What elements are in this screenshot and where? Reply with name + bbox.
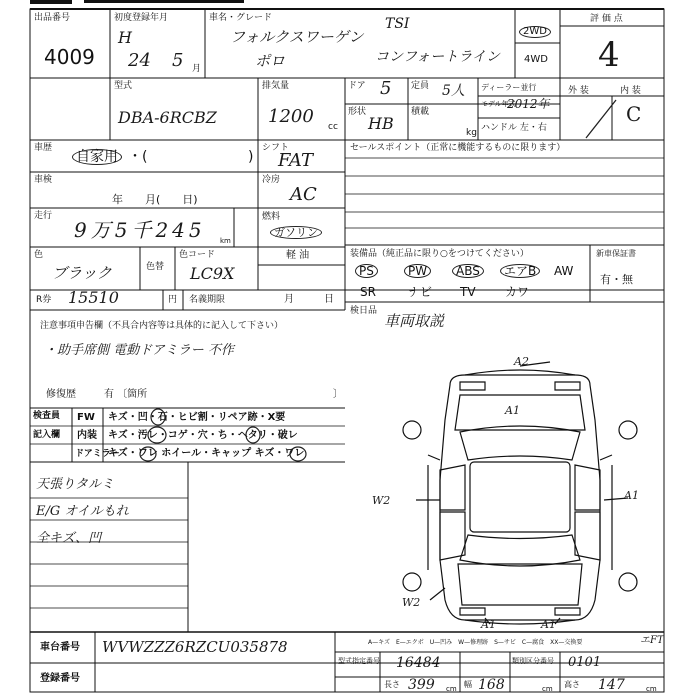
width-label: 幅 bbox=[464, 680, 472, 689]
drive-2wd: 2WD bbox=[519, 26, 551, 38]
name-change-md: 月 日 bbox=[284, 294, 334, 305]
equip-abs: ABS bbox=[452, 264, 484, 278]
warranty-label: 新車保証書 bbox=[596, 249, 636, 258]
car-diagram bbox=[390, 360, 650, 630]
length-unit: cm bbox=[446, 685, 457, 693]
damage-mark-right-side: A1 bbox=[624, 489, 639, 502]
damage-mark-hood: A1 bbox=[505, 404, 520, 417]
repair-label: 修復歴 bbox=[46, 389, 76, 400]
shift-label: シフト bbox=[262, 143, 290, 153]
registration-label: 登録番号 bbox=[40, 673, 80, 684]
equip-leather: カワ bbox=[505, 285, 530, 299]
capacity-label: 定員 bbox=[411, 81, 430, 91]
equip-aw: AW bbox=[554, 264, 574, 278]
fuel: ガソリン bbox=[270, 226, 322, 239]
mileage: 9万5千245 bbox=[74, 218, 206, 242]
inspection-label-1: 検査員 bbox=[33, 411, 61, 421]
length-label: 長さ bbox=[384, 680, 400, 689]
damage-legend: A—キズ E—エクボ U—凹み W—修理跡 S—サビ C—腐食 XX—交換要 bbox=[368, 639, 583, 646]
color-label: 色 bbox=[34, 250, 44, 260]
ac-label: 冷房 bbox=[262, 175, 281, 185]
width: 168 bbox=[478, 677, 505, 693]
width-unit: cm bbox=[542, 685, 553, 693]
equipment-label: 装備品（純正品に限り○をつけてください） bbox=[350, 249, 529, 259]
car-grade: コンフォートライン bbox=[375, 49, 500, 65]
inspection-row-1-text: キズ・凹・石・ヒビ割・リペア跡・X要 bbox=[108, 412, 286, 423]
fuel-label: 燃料 bbox=[262, 212, 281, 222]
color-code-label: 色コード bbox=[179, 250, 216, 260]
mileage-unit: km bbox=[220, 237, 231, 245]
displacement-label: 排気量 bbox=[262, 81, 290, 91]
inspection-row-3-head: ドアミラー bbox=[75, 449, 120, 459]
repair-end: 〕 bbox=[333, 389, 343, 400]
height: 147 bbox=[598, 677, 625, 693]
lot-number-label: 出品番号 bbox=[34, 13, 71, 23]
car-type-paren: ) bbox=[248, 149, 254, 165]
shape: HB bbox=[368, 114, 394, 133]
recolor-label: 色替 bbox=[146, 262, 165, 272]
car-model: ポロ bbox=[255, 52, 286, 70]
reg-month: 5 bbox=[172, 50, 184, 71]
doors: 5 bbox=[380, 78, 392, 99]
inspection-circles bbox=[0, 404, 345, 464]
equip-navi: ナビ bbox=[408, 285, 433, 299]
reg-year: 24 bbox=[128, 50, 151, 71]
remark-2: E/G オイルもれ bbox=[36, 504, 129, 519]
month-unit: 月 bbox=[192, 64, 202, 74]
car-maker: フォルクスワーゲン bbox=[230, 28, 364, 46]
score-strike bbox=[578, 96, 638, 140]
footer-tag: エFT bbox=[640, 635, 664, 646]
car-name-label: 車名・グレード bbox=[209, 13, 273, 23]
equip-ps: PS bbox=[355, 264, 378, 278]
engine-note: TSI bbox=[385, 16, 410, 32]
name-change-label: 名義期限 bbox=[189, 295, 226, 305]
score-label: 評 価 点 bbox=[590, 14, 623, 24]
lot-number: 4009 bbox=[44, 45, 95, 69]
shift: FAT bbox=[278, 150, 313, 171]
inspection-row-3-text: キズ・ワレ ホイール・キャップ キズ・ワレ bbox=[108, 448, 305, 459]
load-label: 積載 bbox=[411, 107, 430, 117]
model-spec: 16484 bbox=[396, 655, 441, 671]
capacity: 5人 bbox=[442, 83, 465, 99]
remark-1: 天張りタルミ bbox=[36, 477, 115, 492]
equip-tv: TV bbox=[460, 285, 476, 299]
inspection-row-2-head: 内装 bbox=[77, 430, 97, 441]
equip-pw: PW bbox=[404, 264, 431, 278]
inspection-label-2: 記入欄 bbox=[33, 430, 61, 440]
damage-mark-front-bumper: A2 bbox=[514, 355, 529, 368]
interior-label: 内 装 bbox=[620, 86, 641, 96]
interior-grade: C bbox=[626, 102, 642, 126]
displacement: 1200 bbox=[268, 106, 314, 127]
color-code: LC9X bbox=[190, 264, 235, 283]
equip-sr: SR bbox=[360, 285, 376, 299]
shaken-label: 車検 bbox=[34, 175, 53, 185]
color: ブラック bbox=[52, 264, 112, 282]
dealer-label: ディーラー並行 bbox=[481, 83, 537, 92]
shaken-ymd: 年 月( 日) bbox=[112, 193, 198, 206]
model-code-label: 型式 bbox=[114, 81, 133, 91]
score: 4 bbox=[598, 35, 620, 75]
recycle-unit: 円 bbox=[168, 295, 178, 305]
class-label: 類別区分番号 bbox=[512, 657, 554, 665]
height-unit: cm bbox=[646, 685, 657, 693]
era: H bbox=[118, 28, 132, 47]
load-unit: kg bbox=[466, 128, 477, 138]
fuel-alt: 軽 油 bbox=[286, 250, 310, 261]
damage-mark-rear-bumper-l: A1 bbox=[481, 618, 496, 631]
handle-label: ハンドル 左・右 bbox=[481, 123, 547, 133]
equip-airbag: エアB bbox=[500, 264, 540, 278]
mileage-label: 走行 bbox=[34, 211, 53, 221]
model-code: DBA-6RCBZ bbox=[118, 108, 217, 127]
recycle-value: 15510 bbox=[68, 288, 119, 307]
model-spec-label: 型式指定番号 bbox=[338, 657, 380, 665]
exterior-label: 外 装 bbox=[568, 86, 589, 96]
car-type-label: 車歴 bbox=[34, 143, 53, 153]
inspection-row-1-head: FW bbox=[77, 412, 95, 423]
height-label: 高さ bbox=[564, 680, 580, 689]
chassis-number: WVWZZZ6RZCU035878 bbox=[102, 638, 288, 656]
model-year-label: モデル年式 bbox=[481, 100, 516, 108]
warranty-value: 有・無 bbox=[600, 273, 633, 286]
repair-value: 有 〔箇所 bbox=[104, 389, 148, 400]
notes-label: 注意事項申告欄（不具合内容等は具体的に記入して下さい） bbox=[40, 321, 284, 331]
model-year: 2012年 bbox=[507, 97, 550, 111]
length: 399 bbox=[408, 677, 435, 693]
damage-mark-rear-bumper-r: A1 bbox=[541, 618, 556, 631]
inspection-row-2-text: キズ・汚レ・コゲ・穴・ち・ヘタリ・破レ bbox=[108, 430, 298, 441]
registration-mark bbox=[30, 0, 72, 4]
remark-3: 全キズ、凹 bbox=[36, 531, 102, 546]
chassis-label: 車台番号 bbox=[40, 642, 80, 653]
car-type-extra: ・( bbox=[128, 149, 148, 165]
sales-point-label: セールスポイント（正常に機能するものに限ります） bbox=[350, 143, 566, 153]
first-reg-label: 初度登録年月 bbox=[114, 13, 169, 23]
inspector-note: 車両取説 bbox=[384, 312, 445, 330]
inspector-label: 検日品 bbox=[350, 306, 378, 316]
damage-mark-left-side: W2 bbox=[372, 494, 391, 507]
drive-4wd: 4WD bbox=[524, 54, 548, 65]
recycle-label: R券 bbox=[36, 295, 52, 305]
ac: AC bbox=[290, 184, 317, 205]
displacement-unit: cc bbox=[328, 122, 338, 132]
shape-label: 形状 bbox=[348, 107, 367, 117]
notes-entry: ・助手席側 電動ドアミラー 不作 bbox=[44, 343, 234, 358]
registration-mark bbox=[84, 0, 244, 3]
car-type: 自家用 bbox=[72, 149, 122, 165]
class-number: 0101 bbox=[568, 655, 602, 670]
doors-label: ドア bbox=[348, 81, 366, 91]
damage-mark-rear-left: W2 bbox=[402, 596, 421, 609]
